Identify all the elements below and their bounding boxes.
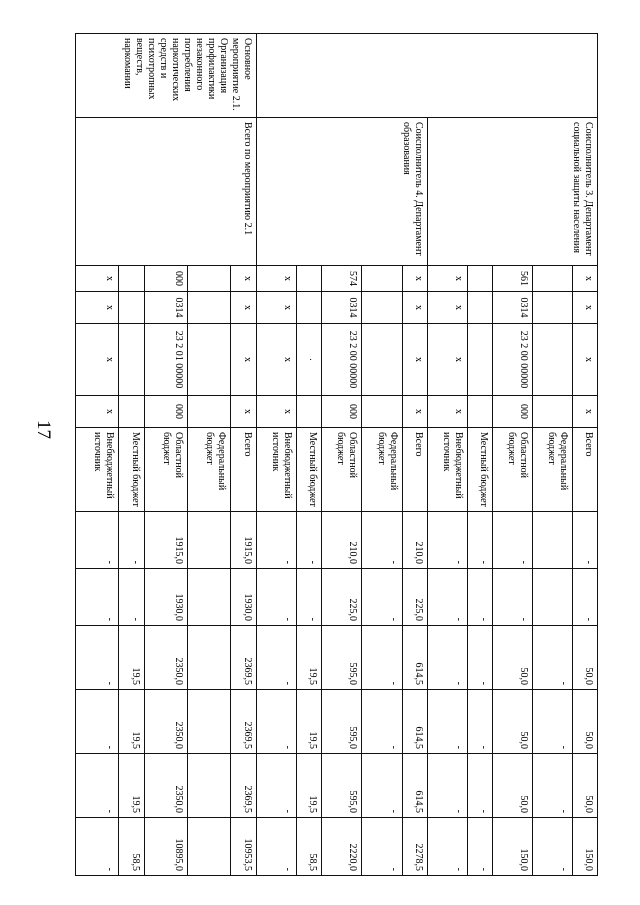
amount-year-3 bbox=[188, 626, 231, 690]
amount-year-2 bbox=[188, 569, 231, 626]
csr-code: х bbox=[76, 324, 119, 396]
amount-year-4: - bbox=[532, 690, 572, 754]
funding-source: Всего bbox=[402, 428, 427, 512]
amount-year-5: 2350,0 bbox=[145, 754, 188, 818]
grbs-code: 574 bbox=[322, 266, 362, 292]
amount-year-1: - bbox=[427, 512, 467, 569]
grbs-code: 000 bbox=[145, 266, 188, 292]
amount-year-4 bbox=[188, 690, 231, 754]
amount-year-4: 2350,0 bbox=[145, 690, 188, 754]
csr-code: х bbox=[427, 324, 467, 396]
table-row bbox=[230, 34, 256, 876]
grbs-code bbox=[297, 266, 322, 292]
vr-code: х bbox=[427, 396, 467, 428]
amount-year-3: 595,0 bbox=[322, 626, 362, 690]
amount-year-1: - bbox=[118, 512, 144, 569]
amount-year-3: - bbox=[76, 626, 119, 690]
grbs-code bbox=[188, 266, 231, 292]
grbs-code bbox=[467, 266, 492, 292]
amount-year-2 bbox=[532, 569, 572, 626]
csr-code: . bbox=[297, 324, 322, 396]
rzpr-code bbox=[297, 292, 322, 324]
amount-year-3: 2369,5 bbox=[230, 626, 256, 690]
csr-code bbox=[467, 324, 492, 396]
csr-code bbox=[532, 324, 572, 396]
rzpr-code: х bbox=[427, 292, 467, 324]
amount-year-4: 614,5 bbox=[402, 690, 427, 754]
amount-total bbox=[188, 818, 231, 876]
amount-year-5: - bbox=[362, 754, 402, 818]
amount-total: 58,5 bbox=[118, 818, 144, 876]
grbs-code: х bbox=[427, 266, 467, 292]
funding-source: Местный бюджет bbox=[118, 428, 144, 512]
csr-code: 23 2 00 00000 bbox=[492, 324, 532, 396]
rzpr-code bbox=[118, 292, 144, 324]
amount-year-3: 614,5 bbox=[402, 626, 427, 690]
funding-source: Всего bbox=[573, 428, 598, 512]
amount-year-2: 225,0 bbox=[402, 569, 427, 626]
vr-code: 000 bbox=[322, 396, 362, 428]
rzpr-code: 0314 bbox=[492, 292, 532, 324]
amount-total: 2278,5 bbox=[402, 818, 427, 876]
vr-code bbox=[297, 396, 322, 428]
amount-year-4: 19,5 bbox=[297, 690, 322, 754]
amount-total: - bbox=[427, 818, 467, 876]
csr-code: х bbox=[257, 324, 297, 396]
executor-name: Всего по мероприятию 2.1 bbox=[76, 118, 257, 266]
rotated-table-wrapper bbox=[75, 33, 598, 871]
funding-source: Федеральный бюджет bbox=[362, 428, 402, 512]
amount-year-4: 50,0 bbox=[573, 690, 598, 754]
amount-total: 150,0 bbox=[573, 818, 598, 876]
amount-year-4: - bbox=[362, 690, 402, 754]
funding-source: Местный бюджет bbox=[467, 428, 492, 512]
funding-source: Областной бюджет bbox=[322, 428, 362, 512]
amount-year-5: 614,5 bbox=[402, 754, 427, 818]
amount-year-4: - bbox=[76, 690, 119, 754]
amount-year-2: - bbox=[427, 569, 467, 626]
amount-year-2: - bbox=[362, 569, 402, 626]
amount-year-1: 210,0 bbox=[322, 512, 362, 569]
vr-code bbox=[188, 396, 231, 428]
amount-year-1: - bbox=[257, 512, 297, 569]
csr-code: 23 2 00 00000 bbox=[322, 324, 362, 396]
amount-year-1: 1915,0 bbox=[145, 512, 188, 569]
amount-year-2: 1930,0 bbox=[145, 569, 188, 626]
vr-code bbox=[532, 396, 572, 428]
amount-year-2: - bbox=[118, 569, 144, 626]
rzpr-code bbox=[188, 292, 231, 324]
table-row bbox=[402, 34, 427, 876]
amount-year-5: - bbox=[467, 754, 492, 818]
amount-year-5: - bbox=[76, 754, 119, 818]
amount-year-4: 2369,5 bbox=[230, 690, 256, 754]
measure-name: Основное мероприятие 2.1. Организация профилактики незаконного потребления наркотических средств и психотропных веществ, наркомании bbox=[76, 34, 257, 118]
amount-year-1: 210,0 bbox=[402, 512, 427, 569]
rzpr-code bbox=[362, 292, 402, 324]
funding-source: Внебюджетный источник bbox=[427, 428, 467, 512]
amount-year-5: - bbox=[532, 754, 572, 818]
amount-total: 150,0 bbox=[492, 818, 532, 876]
rzpr-code: х bbox=[257, 292, 297, 324]
funding-source: Федеральный бюджет bbox=[188, 428, 231, 512]
rzpr-code bbox=[467, 292, 492, 324]
amount-year-2: - bbox=[492, 569, 532, 626]
grbs-code: х bbox=[402, 266, 427, 292]
amount-year-3: - bbox=[532, 626, 572, 690]
amount-total: - bbox=[257, 818, 297, 876]
grbs-code: х bbox=[230, 266, 256, 292]
funding-source: Всего bbox=[230, 428, 256, 512]
amount-year-5: 19,5 bbox=[297, 754, 322, 818]
csr-code bbox=[362, 324, 402, 396]
funding-source: Областной бюджет bbox=[145, 428, 188, 512]
csr-code: х bbox=[573, 324, 598, 396]
amount-total: - bbox=[76, 818, 119, 876]
amount-year-3: - bbox=[257, 626, 297, 690]
grbs-code: х bbox=[76, 266, 119, 292]
funding-source: Федеральный бюджет bbox=[532, 428, 572, 512]
rzpr-code: 0314 bbox=[145, 292, 188, 324]
vr-code: х bbox=[76, 396, 119, 428]
amount-year-5: 50,0 bbox=[492, 754, 532, 818]
amount-year-1: - bbox=[362, 512, 402, 569]
amount-year-2: - bbox=[297, 569, 322, 626]
amount-year-1: - bbox=[573, 512, 598, 569]
amount-year-5: 595,0 bbox=[322, 754, 362, 818]
amount-total: - bbox=[362, 818, 402, 876]
vr-code: х bbox=[230, 396, 256, 428]
budget-table bbox=[75, 33, 598, 876]
funding-source: Внебюджетный источник bbox=[76, 428, 119, 512]
grbs-code: х bbox=[573, 266, 598, 292]
grbs-code bbox=[362, 266, 402, 292]
vr-code bbox=[467, 396, 492, 428]
amount-year-1: - bbox=[297, 512, 322, 569]
amount-total: - bbox=[467, 818, 492, 876]
amount-year-5: - bbox=[427, 754, 467, 818]
funding-source: Местный бюджет bbox=[297, 428, 322, 512]
rzpr-code: х bbox=[76, 292, 119, 324]
amount-total: - bbox=[532, 818, 572, 876]
csr-code bbox=[188, 324, 231, 396]
rzpr-code bbox=[532, 292, 572, 324]
funding-source: Внебюджетный источник bbox=[257, 428, 297, 512]
vr-code: х bbox=[402, 396, 427, 428]
funding-source: Областной бюджет bbox=[492, 428, 532, 512]
amount-year-2: - bbox=[76, 569, 119, 626]
amount-total: 10953,5 bbox=[230, 818, 256, 876]
amount-year-2: 1930,0 bbox=[230, 569, 256, 626]
rzpr-code: х bbox=[573, 292, 598, 324]
grbs-code: 561 bbox=[492, 266, 532, 292]
grbs-code: х bbox=[257, 266, 297, 292]
rzpr-code: 0314 bbox=[322, 292, 362, 324]
amount-year-1: - bbox=[76, 512, 119, 569]
vr-code: х bbox=[257, 396, 297, 428]
amount-year-3: - bbox=[427, 626, 467, 690]
amount-year-3: - bbox=[467, 626, 492, 690]
amount-year-3: 50,0 bbox=[573, 626, 598, 690]
amount-year-1 bbox=[532, 512, 572, 569]
vr-code: 000 bbox=[145, 396, 188, 428]
amount-year-5: 19,5 bbox=[118, 754, 144, 818]
amount-year-3: 19,5 bbox=[297, 626, 322, 690]
amount-year-4: 595,0 bbox=[322, 690, 362, 754]
page-number: 17 bbox=[33, 420, 54, 439]
vr-code bbox=[362, 396, 402, 428]
amount-total: 2220,0 bbox=[322, 818, 362, 876]
vr-code bbox=[118, 396, 144, 428]
amount-year-3: - bbox=[362, 626, 402, 690]
csr-code: х bbox=[402, 324, 427, 396]
amount-year-1 bbox=[188, 512, 231, 569]
amount-year-3: 2350,0 bbox=[145, 626, 188, 690]
csr-code: х bbox=[230, 324, 256, 396]
measure-cell-empty bbox=[257, 34, 598, 118]
csr-code bbox=[118, 324, 144, 396]
amount-year-5: - bbox=[257, 754, 297, 818]
amount-year-3: 19,5 bbox=[118, 626, 144, 690]
grbs-code bbox=[118, 266, 144, 292]
amount-year-4: 19,5 bbox=[118, 690, 144, 754]
amount-year-5 bbox=[188, 754, 231, 818]
rzpr-code: х bbox=[402, 292, 427, 324]
amount-year-4: - bbox=[467, 690, 492, 754]
amount-total: 58,5 bbox=[297, 818, 322, 876]
amount-year-4: - bbox=[257, 690, 297, 754]
executor-name: Соисполнитель 3. Департамент социальной защиты населения bbox=[427, 118, 597, 266]
amount-year-1: - bbox=[467, 512, 492, 569]
amount-year-2: - bbox=[573, 569, 598, 626]
amount-year-4: 50,0 bbox=[492, 690, 532, 754]
vr-code: х bbox=[573, 396, 598, 428]
table-row bbox=[573, 34, 598, 876]
amount-total: 10895,0 bbox=[145, 818, 188, 876]
amount-year-5: 2369,5 bbox=[230, 754, 256, 818]
amount-year-1: 1915,0 bbox=[230, 512, 256, 569]
amount-year-1: - bbox=[492, 512, 532, 569]
amount-year-2: 225,0 bbox=[322, 569, 362, 626]
amount-year-2: - bbox=[257, 569, 297, 626]
amount-year-2: - bbox=[467, 569, 492, 626]
executor-name: Соисполнитель 4. Департамент образования bbox=[257, 118, 427, 266]
amount-year-3: 50,0 bbox=[492, 626, 532, 690]
amount-year-5: 50,0 bbox=[573, 754, 598, 818]
csr-code: 23 2 01 00000 bbox=[145, 324, 188, 396]
rzpr-code: х bbox=[230, 292, 256, 324]
grbs-code bbox=[532, 266, 572, 292]
amount-year-4: - bbox=[427, 690, 467, 754]
vr-code: 000 bbox=[492, 396, 532, 428]
